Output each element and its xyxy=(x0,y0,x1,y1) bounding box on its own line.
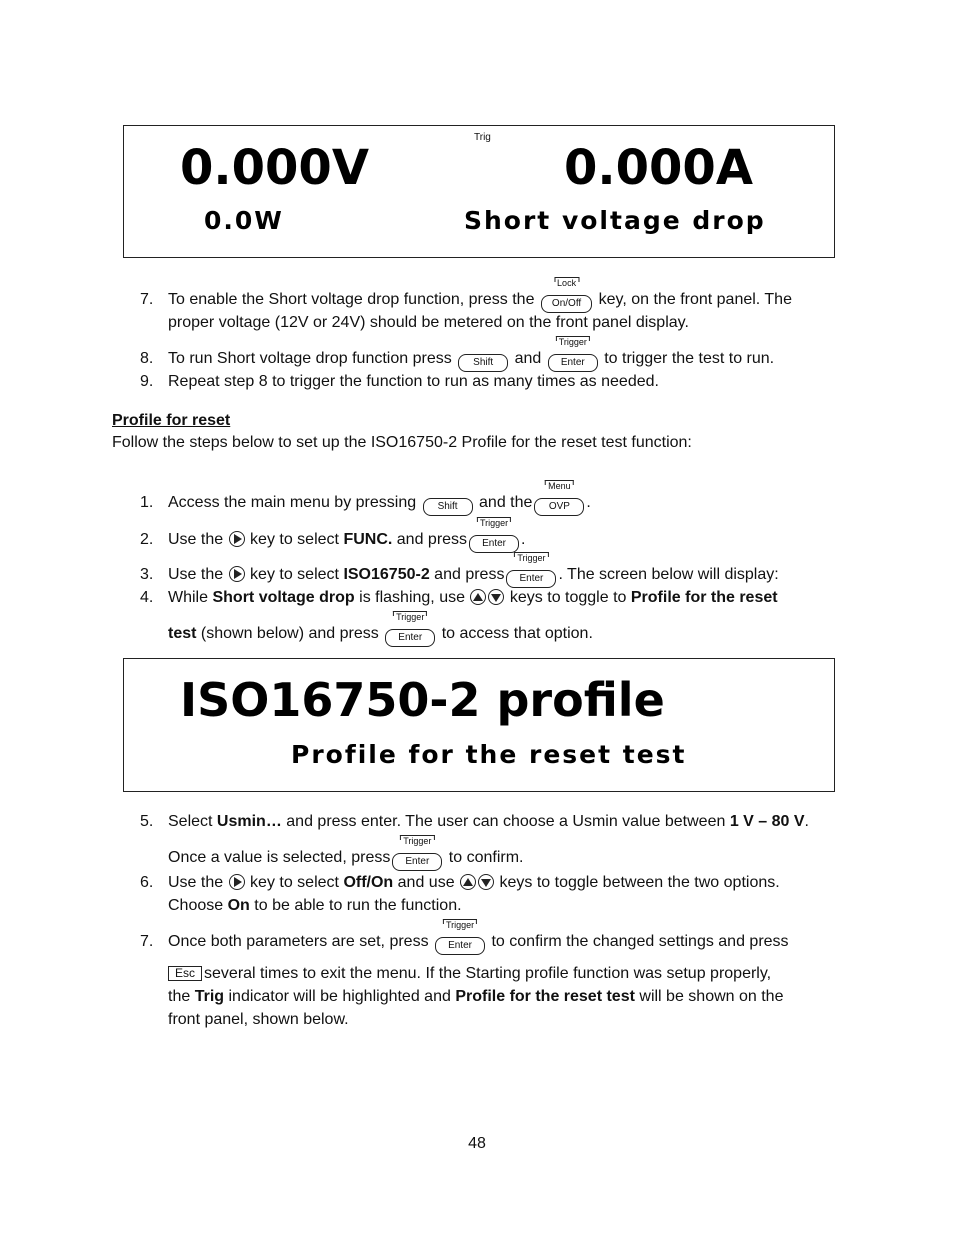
up-arrow-icon xyxy=(460,874,476,890)
step-7-line-1: To enable the Short voltage drop function, press the Lock On/Off key, on the front panel. The xyxy=(168,290,792,313)
shift-key: Shift xyxy=(423,495,473,516)
step-number: 9. xyxy=(140,373,154,390)
section-intro: Follow the steps below to set up the ISO16750-2 Profile for the reset test function: xyxy=(112,434,692,451)
step-number: 5. xyxy=(140,813,154,830)
up-arrow-icon xyxy=(470,589,486,605)
mode-readout: Short voltage drop xyxy=(464,206,766,235)
enter-key: Trigger Enter xyxy=(385,626,435,647)
step-number: 2. xyxy=(140,531,154,548)
current-readout: 0.000A xyxy=(564,140,753,196)
enter-key: Trigger Enter xyxy=(435,934,485,955)
step-2: Use the key to select FUNC. and press Trigger Enter . xyxy=(168,530,526,553)
display-iso-profile xyxy=(123,658,835,792)
step-number: 8. xyxy=(140,350,154,367)
down-arrow-icon xyxy=(478,874,494,890)
step-9: Repeat step 8 to trigger the function to run as many times as needed. xyxy=(168,373,659,390)
right-arrow-icon xyxy=(229,531,245,547)
profile-subtitle: Profile for the reset test xyxy=(291,740,687,769)
step-6-line-1: Use the key to select Off/On and use keys to toggle between the two options. xyxy=(168,874,780,891)
step-7-line-2: Esc several times to exit the menu. If the Starting profile function was setup properly, xyxy=(168,964,771,984)
step-number: 4. xyxy=(140,589,154,606)
step-5-line-1: Select Usmin… and press enter. The user can choose a Usmin value between 1 V – 80 V. xyxy=(168,813,809,830)
down-arrow-icon xyxy=(488,589,504,605)
enter-key: Trigger Enter xyxy=(548,351,598,372)
onoff-key: Lock On/Off xyxy=(541,292,592,313)
right-arrow-icon xyxy=(229,566,245,582)
trig-indicator: Trig xyxy=(474,132,491,143)
step-3: Use the key to select ISO16750-2 and press Trigger Enter . The screen below will display: xyxy=(168,565,779,588)
step-number: 1. xyxy=(140,494,154,511)
step-7-line-2: proper voltage (12V or 24V) should be metered on the front panel display. xyxy=(168,314,689,331)
step-1: Access the main menu by pressing Shift and the Menu OVP . xyxy=(168,493,591,516)
step-5-line-2: Once a value is selected, press Trigger Enter to confirm. xyxy=(168,848,523,871)
step-6-line-2: Choose On to be able to run the function. xyxy=(168,897,462,914)
menu-label: Menu xyxy=(545,480,574,491)
ovp-key: Menu OVP xyxy=(534,495,584,516)
display-voltage-current xyxy=(123,125,835,258)
profile-title: ISO16750-2 profile xyxy=(180,673,665,727)
lock-label: Lock xyxy=(554,277,579,288)
step-4-line-2: test (shown below) and press Trigger Enter to access that option. xyxy=(168,624,593,647)
shift-key: Shift xyxy=(458,351,508,372)
step-4-line-1: While Short voltage drop is flashing, use keys to toggle to Profile for the reset xyxy=(168,589,778,606)
enter-key: Trigger Enter xyxy=(469,532,519,553)
enter-key: Trigger Enter xyxy=(506,567,556,588)
step-number: 7. xyxy=(140,291,154,308)
enter-key: Trigger Enter xyxy=(392,850,442,871)
page-number: 48 xyxy=(468,1135,486,1152)
step-8: To run Short voltage drop function press Shift and Trigger Enter to trigger the test to run. xyxy=(168,349,774,372)
step-7-line-1: Once both parameters are set, press Trigger Enter to confirm the changed settings and press xyxy=(168,932,789,955)
voltage-readout: 0.000V xyxy=(180,140,369,196)
step-number: 7. xyxy=(140,933,154,950)
step-7-line-3: the Trig indicator will be highlighted and Profile for the reset test will be shown on the xyxy=(168,988,784,1005)
power-readout: 0.0W xyxy=(204,206,284,235)
step-number: 6. xyxy=(140,874,154,891)
step-number: 3. xyxy=(140,566,154,583)
step-7-line-4: front panel, shown below. xyxy=(168,1011,349,1028)
section-heading: Profile for reset xyxy=(112,412,231,429)
esc-key: Esc xyxy=(168,966,202,981)
right-arrow-icon xyxy=(229,874,245,890)
